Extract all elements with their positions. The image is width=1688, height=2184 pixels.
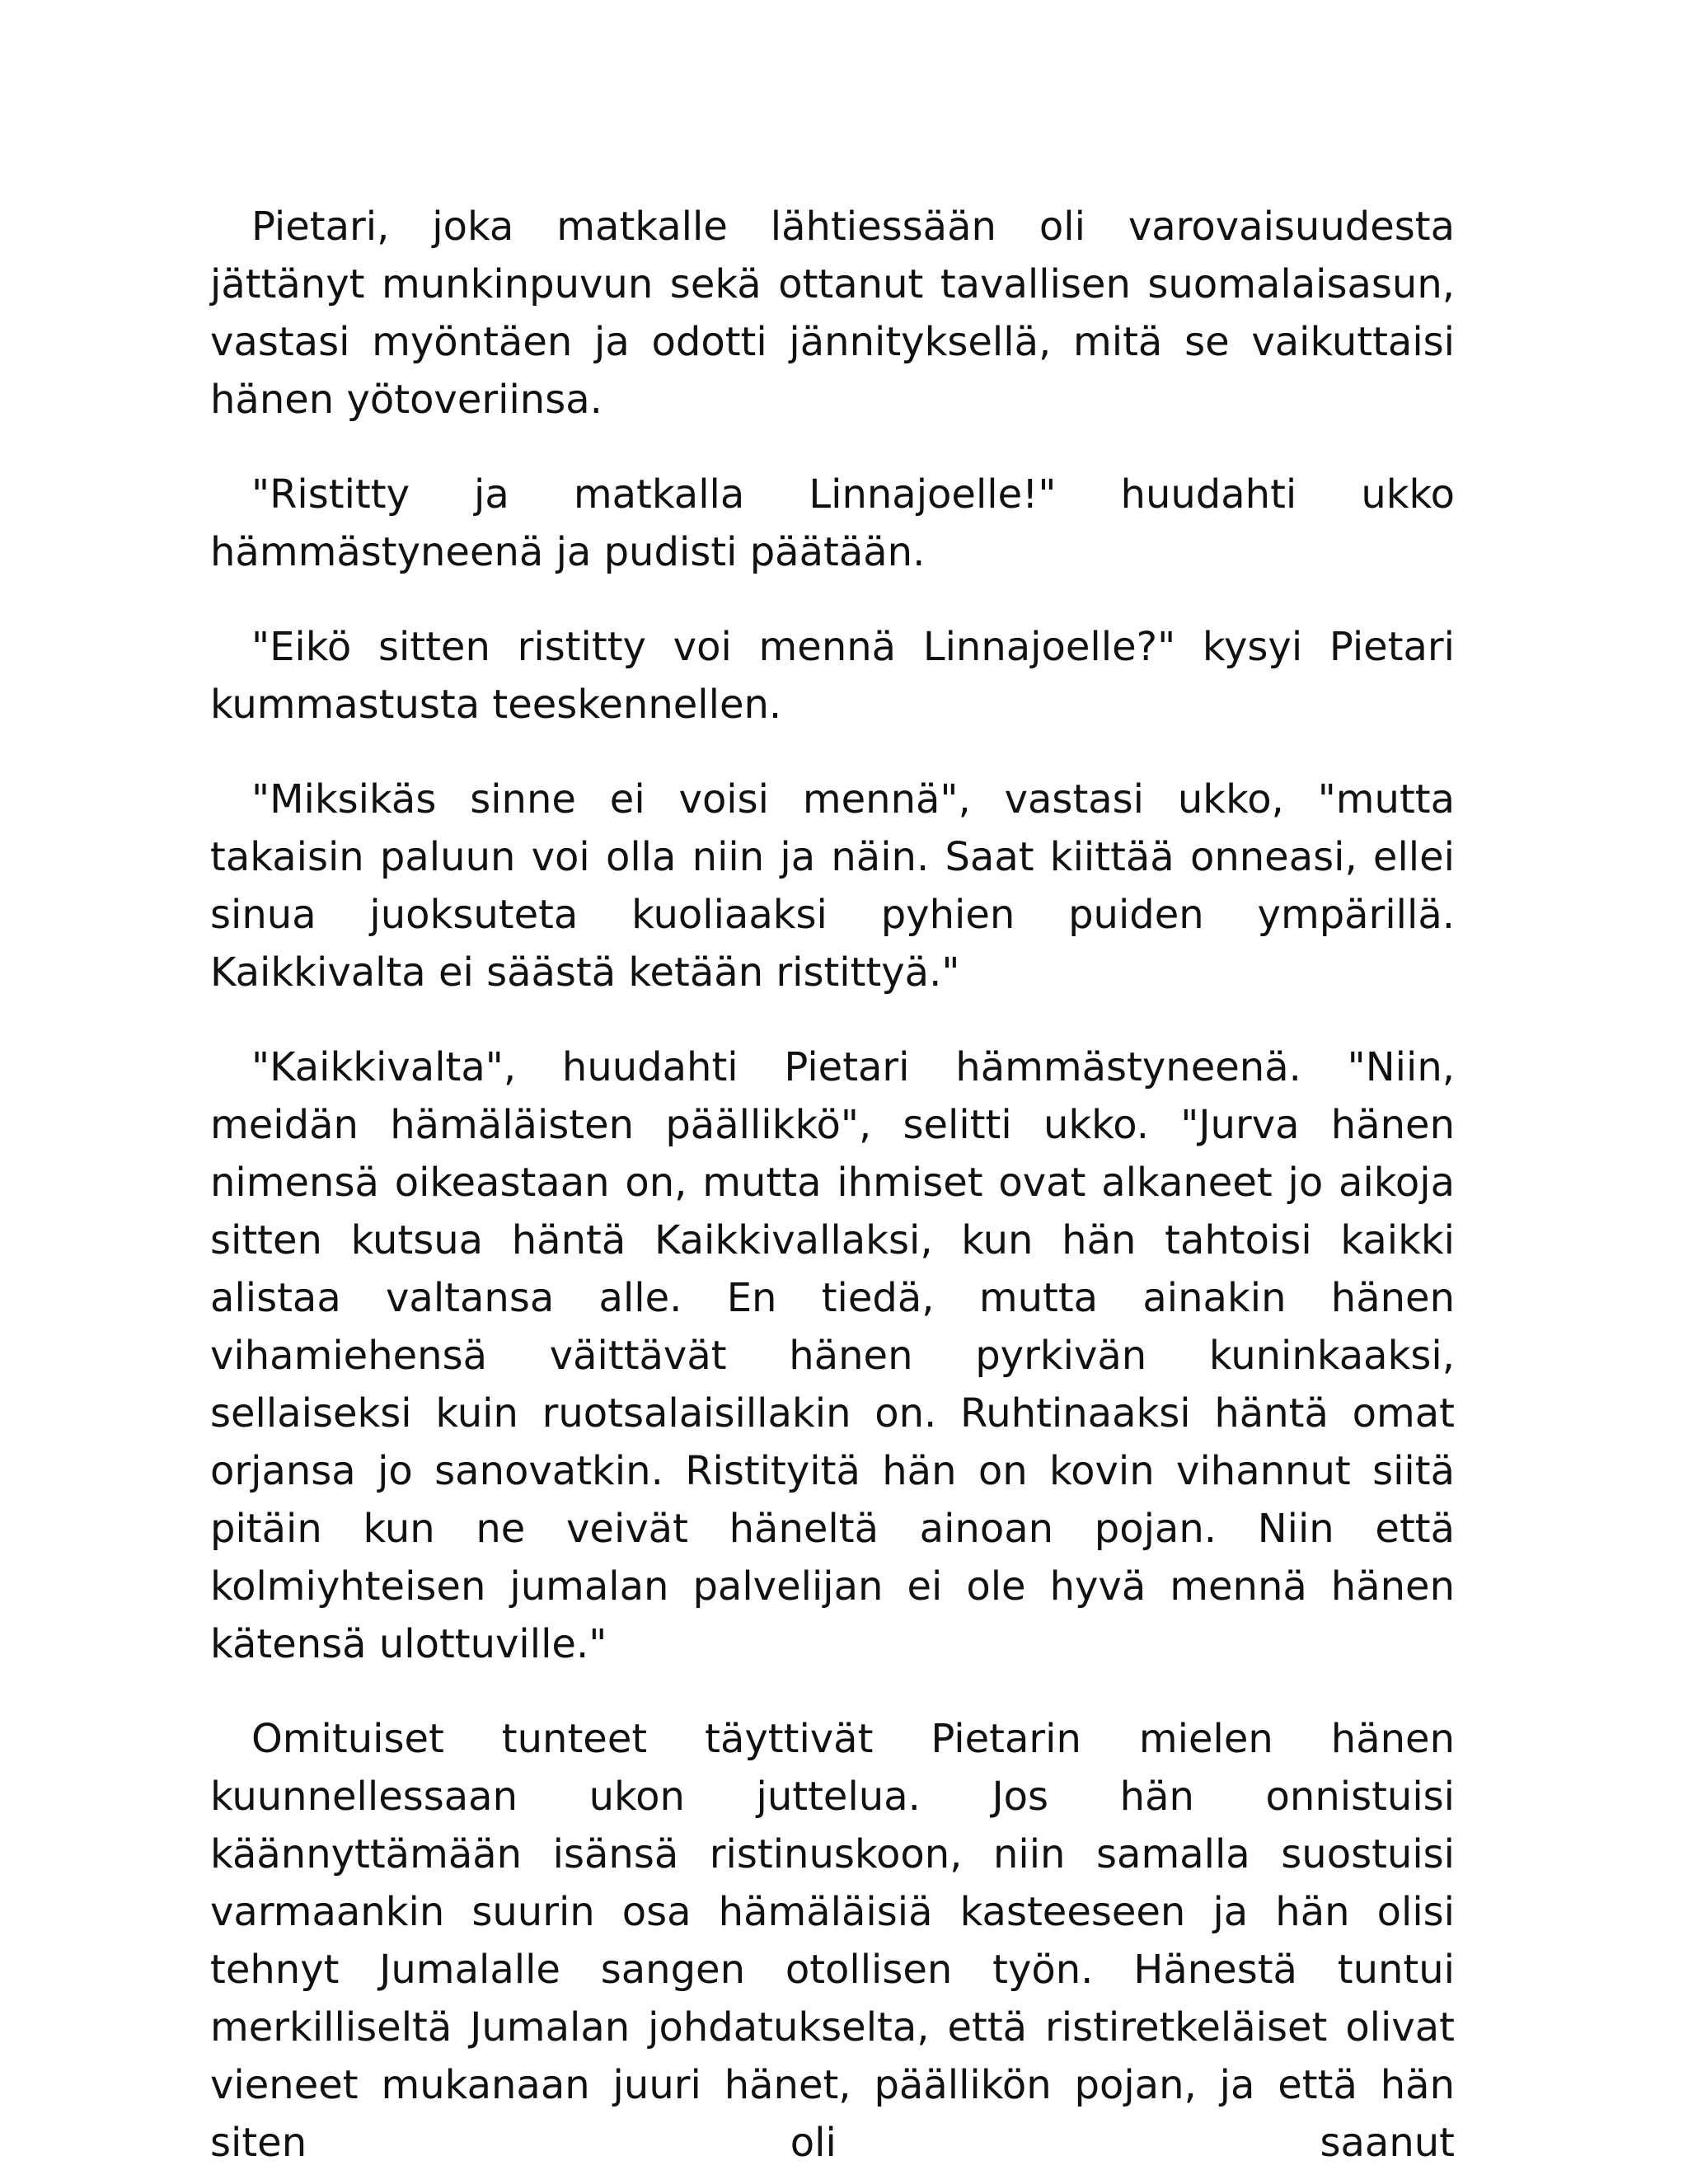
document-page: [210, 198, 1455, 2172]
paragraph-6: Omituiset tunteet täyttivät Pietarin mielen hänen kuunnellessaan ukon juttelua. Jos hän onnistuisi käännyttämään isänsä ristinuskoon, niin samalla suostuisi varmaankin suurin osa hämäläisiä kasteeseen ja hän olisi tehnyt Jumalalle sangen otollisen työn. Hänestä tuntui merkilliseltä Jumalan johdatukselta, että ristiretkeläiset olivat vieneet mukanaan juuri hänet, päällikön pojan, ja että hän siten oli saanut: [210, 1716, 1455, 2166]
paragraph-2: "Ristitty ja matkalla Linnajoelle!" huudahti ukko hämmästyneenä ja pudisti päätään.: [210, 471, 1455, 575]
paragraph-1: Pietari, joka matkalle lähtiessään oli varovaisuudesta jättänyt munkinpuvun sekä ottanut tavallisen suomalaisasun, vastasi myöntäen ja odotti jännityksellä, mitä se vaikuttaisi hänen yötoveriinsa.: [210, 204, 1455, 423]
paragraph-5: "Kaikkivalta", huudahti Pietari hämmästyneenä. "Niin, meidän hämäläisten päällikkö", selitti ukko. "Jurva hänen nimensä oikeastaan on, mutta ihmiset ovat alkaneet jo aikoja sitten kutsua häntä Kaikkivallaksi, kun hän tahtoisi kaikki alistaa valtansa alle. En tiedä, mutta ainakin hänen vihamiehensä väittävät hänen pyrkivän kuninkaaksi, sellaiseksi kuin ruotsalaisillakin on. Ruhtinaaksi häntä omat orjansa jo sanovatkin. Ristityitä hän on kovin vihannut siitä pitäin kun ne veivät häneltä ainoan pojan. Niin että kolmiyhteisen jumalan palvelijan ei ole hyvä mennä hänen kätensä ulottuville.": [210, 1044, 1455, 1667]
paragraph-4: "Miksikäs sinne ei voisi mennä", vastasi ukko, "mutta takaisin paluun voi olla niin ja näin. Saat kiittää onneasi, ellei sinua juoksuteta kuoliaaksi pyhien puiden ympärillä. Kaikkivalta ei säästä ketään ristittyä.": [210, 776, 1455, 996]
paragraph-3: "Eikö sitten ristitty voi mennä Linnajoelle?" kysyi Pietari kummastusta teeskennellen.: [210, 624, 1455, 728]
